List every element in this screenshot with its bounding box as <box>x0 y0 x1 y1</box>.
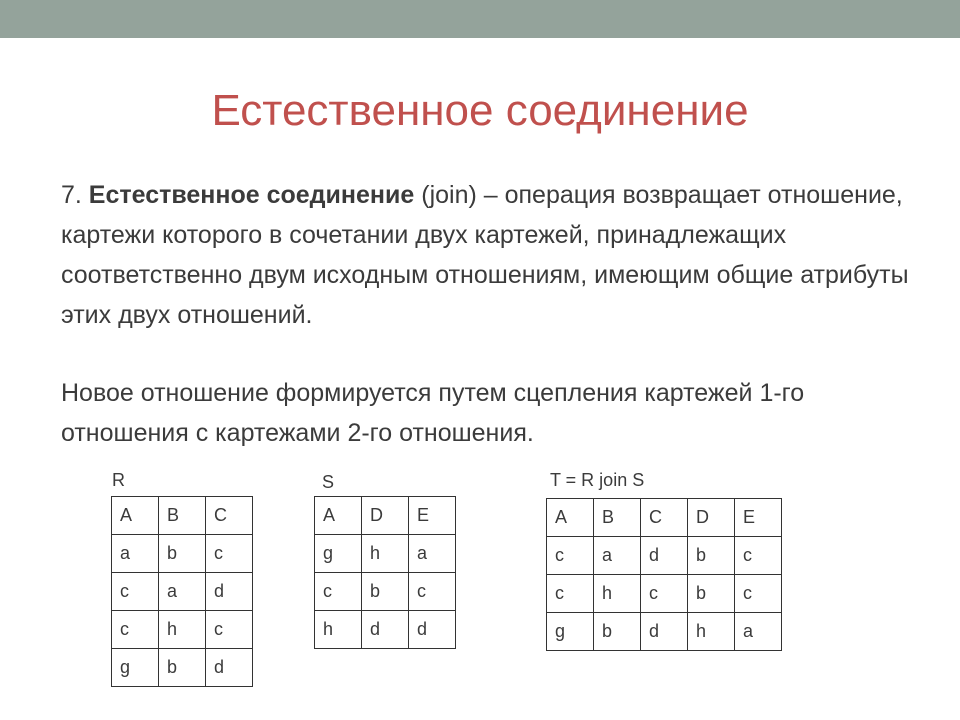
table-cell: d <box>641 613 688 651</box>
table-cell: c <box>641 575 688 613</box>
relation-r-table <box>111 496 253 687</box>
table-header-cell: E <box>735 499 782 537</box>
definition-number: 7. <box>61 181 89 209</box>
table-cell: c <box>547 575 594 613</box>
table-cell: a <box>594 537 641 575</box>
table-cell: b <box>594 613 641 651</box>
table-cell: b <box>688 537 735 575</box>
table-cell: c <box>409 573 456 611</box>
table-cell: c <box>206 611 253 649</box>
table-row <box>315 573 456 611</box>
table-header-cell: B <box>159 497 206 535</box>
table-cell: d <box>206 573 253 611</box>
table-header-cell: A <box>315 497 362 535</box>
table-header-cell: A <box>547 499 594 537</box>
table-cell: c <box>315 573 362 611</box>
table-row <box>112 611 253 649</box>
table-row <box>315 611 456 649</box>
table-row <box>547 575 782 613</box>
relation-t-table <box>546 498 782 651</box>
table-header-cell: C <box>641 499 688 537</box>
table-cell: c <box>206 535 253 573</box>
table-cell: c <box>735 575 782 613</box>
table-cell: a <box>112 535 159 573</box>
table-cell: g <box>315 535 362 573</box>
table-header-row <box>112 497 253 535</box>
table-cell: c <box>547 537 594 575</box>
table-header-row <box>547 499 782 537</box>
table-cell: b <box>362 573 409 611</box>
table-header-cell: C <box>206 497 253 535</box>
table-row <box>112 535 253 573</box>
table-header-cell: D <box>362 497 409 535</box>
table-cell: g <box>112 649 159 687</box>
table-header-cell: E <box>409 497 456 535</box>
slide-title: Естественное соединение <box>211 86 749 135</box>
table-cell: a <box>735 613 782 651</box>
table-header-cell: B <box>594 499 641 537</box>
definition-paragraph <box>61 175 921 335</box>
table-cell: c <box>112 573 159 611</box>
table-cell: b <box>688 575 735 613</box>
table-cell: h <box>159 611 206 649</box>
relation-s-label: S <box>322 472 335 492</box>
top-accent-bar <box>0 0 960 38</box>
table-header-row <box>315 497 456 535</box>
relation-r-label: R <box>112 470 125 490</box>
definition-term: Естественное соединение <box>88 181 415 209</box>
relation-s-table <box>314 496 456 649</box>
table-row <box>112 573 253 611</box>
table-cell: c <box>112 611 159 649</box>
table-cell: h <box>362 535 409 573</box>
explanation-paragraph: Новое отношение формируется путем сцепления картежей 1-го отношения с картежами 2-го отношения. <box>61 379 805 447</box>
table-cell: h <box>315 611 362 649</box>
table-row <box>547 613 782 651</box>
table-cell: g <box>547 613 594 651</box>
table-cell: h <box>688 613 735 651</box>
table-cell: b <box>159 535 206 573</box>
table-header-cell: A <box>112 497 159 535</box>
table-cell: d <box>641 537 688 575</box>
table-cell: h <box>594 575 641 613</box>
table-row <box>547 537 782 575</box>
table-cell: a <box>409 535 456 573</box>
table-cell: d <box>206 649 253 687</box>
table-cell: b <box>159 649 206 687</box>
relation-t-label: T = R join S <box>550 470 645 490</box>
definition-text: (join) – операция возвращает отношение, картежи которого в сочетании двух картежей, принадлежащих соответственно двум исходным отношениям, имеющим общие атрибуты этих двух отношений. <box>61 181 909 329</box>
table-cell: a <box>159 573 206 611</box>
table-cell: d <box>362 611 409 649</box>
table-row <box>315 535 456 573</box>
table-cell: d <box>409 611 456 649</box>
table-row <box>112 649 253 687</box>
table-header-cell: D <box>688 499 735 537</box>
table-cell: c <box>735 537 782 575</box>
